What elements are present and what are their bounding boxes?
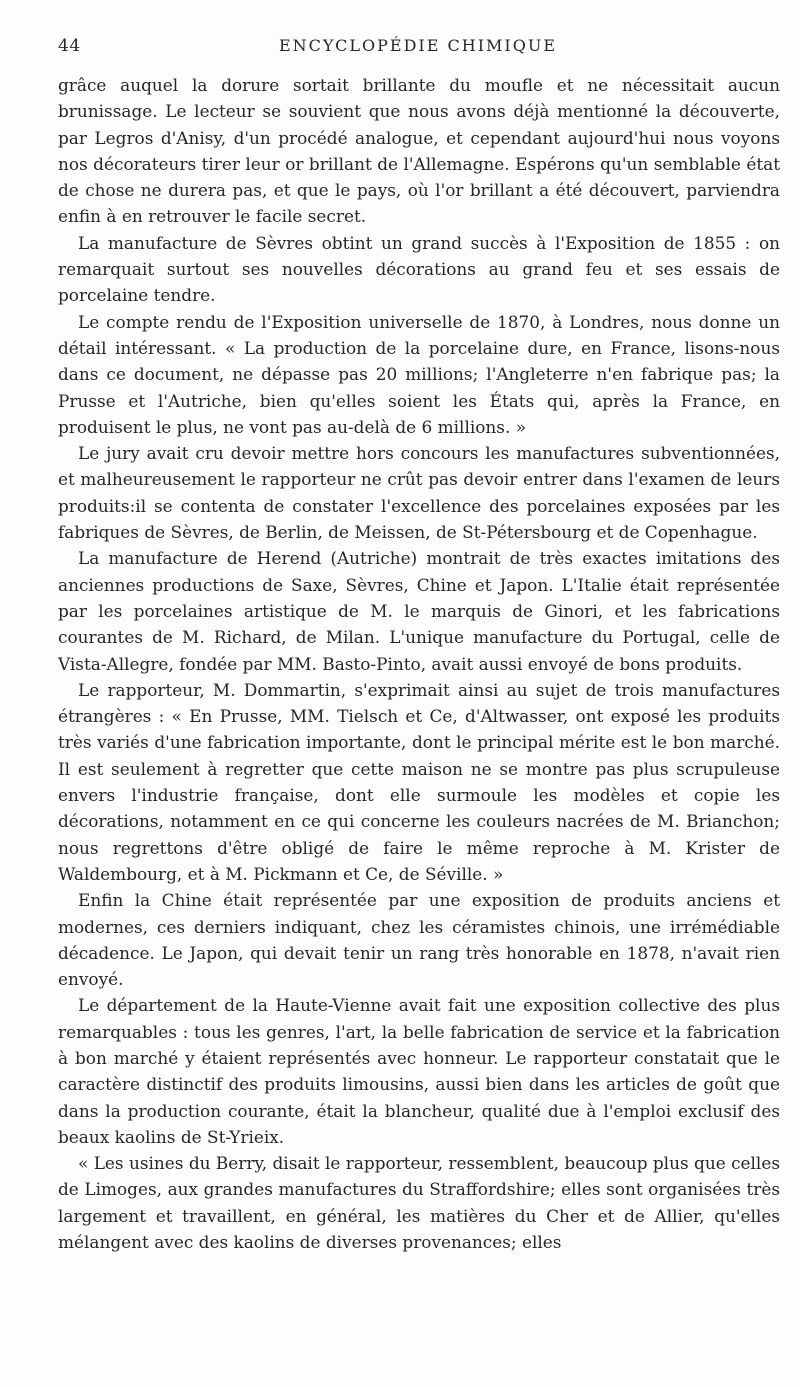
body-text bbox=[58, 72, 780, 1255]
page-number: 44 bbox=[58, 36, 81, 56]
paragraph: « Les usines du Berry, disait le rapporteur, ressemblent, beaucoup plus que celles de Limoges, aux grandes manufactures du Straffordshire; elles sont organisées très largement et travaillent, en général, les matières du Cher et de Allier, qu'elles mélangent avec des kaolins de diverses provenances; elles bbox=[58, 1153, 780, 1253]
paragraph: Enfin la Chine était représentée par une exposition de produits anciens et modernes, ces derniers indiquant, chez les céramistes chinois, une irrémédiable décadence. Le Japon, qui devait tenir un rang très honorable en 1878, n'avait rien envoyé. bbox=[58, 890, 780, 990]
page-header bbox=[58, 36, 778, 64]
paragraph: La manufacture de Herend (Autriche) montrait de très exactes imitations des anciennes productions de Saxe, Sèvres, Chine et Japon. L'Italie était représentée par les porcelaines artistique de M. le marquis de Ginori, et les fabrications courantes de M. Richard, de Milan. L'unique manufacture du Portugal, celle de Vista-Allegre, fondée par MM. Basto-Pinto, avait aussi envoyé de bons produits. bbox=[58, 548, 780, 674]
paragraph: Le département de la Haute-Vienne avait fait une exposition collective des plus remarquables : tous les genres, l'art, la belle fabrication de service et la fabrication à bon marché y étaient représentés avec honneur. Le rapporteur constatait que le caractère distinctif des produits limousins, aussi bien dans les articles de goût que dans la production courante, était la blancheur, qualité due à l'emploi exclusif des beaux kaolins de St-Yrieix. bbox=[58, 995, 780, 1147]
paragraph-continued: grâce auquel la dorure sortait brillante du moufle et ne nécessitait aucun brunissage. Le lecteur se souvient que nous avons déjà mentionné la découverte, par Legros d'Anisy, d'un procédé analogue, et cependant aujourd'hui nous voyons nos décorateurs tirer leur or brillant de l'Allemagne. Espérons qu'un semblable état de chose ne durera pas, et que le pays, où l'or brillant a été découvert, parviendra enfin à en retrouver le facile secret. bbox=[58, 75, 780, 227]
paragraph: Le compte rendu de l'Exposition universelle de 1870, à Londres, nous donne un détail intéressant. « La production de la porcelaine dure, en France, lisons-nous dans ce document, ne dépasse pas 20 millions; l'Angleterre n'en fabrique pas; la Prusse et l'Autriche, bien qu'elles soient les États qui, après la France, en produisent le plus, ne vont pas au-delà de 6 millions. » bbox=[58, 311, 780, 437]
paragraph: Le jury avait cru devoir mettre hors concours les manufactures subventionnées, et malheureusement le rapporteur ne crût pas devoir entrer dans l'examen de leurs produits:il se contenta de constater l'excellence des porcelaines exposées par les fabriques de Sèvres, de Berlin, de Meissen, de St-Pétersbourg et de Copenhague. bbox=[58, 443, 780, 543]
paragraph: Le rapporteur, M. Dommartin, s'exprimait ainsi au sujet de trois manufactures étrangères : « En Prusse, MM. Tielsch et Ce, d'Altwasser, ont exposé les produits très variés d'une fabrication importante, dont le principal mérite est le bon marché. Il est seulement à regretter que cette maison ne se montre pas plus scrupuleuse envers l'industrie française, dont elle surmoule les modèles et copie les décorations, notamment en ce qui concerne les couleurs nacrées de M. Brianchon; nous regrettons d'être obligé de faire le même reproche à M. Krister de Waldembourg, et à M. Pickmann et Ce, de Séville. » bbox=[58, 679, 780, 884]
paragraph: La manufacture de Sèvres obtint un grand succès à l'Exposition de 1855 : on remarquait surtout ses nouvelles décorations au grand feu et ses essais de porcelaine tendre. bbox=[58, 232, 780, 306]
running-head: ENCYCLOPÉDIE CHIMIQUE bbox=[278, 36, 558, 55]
